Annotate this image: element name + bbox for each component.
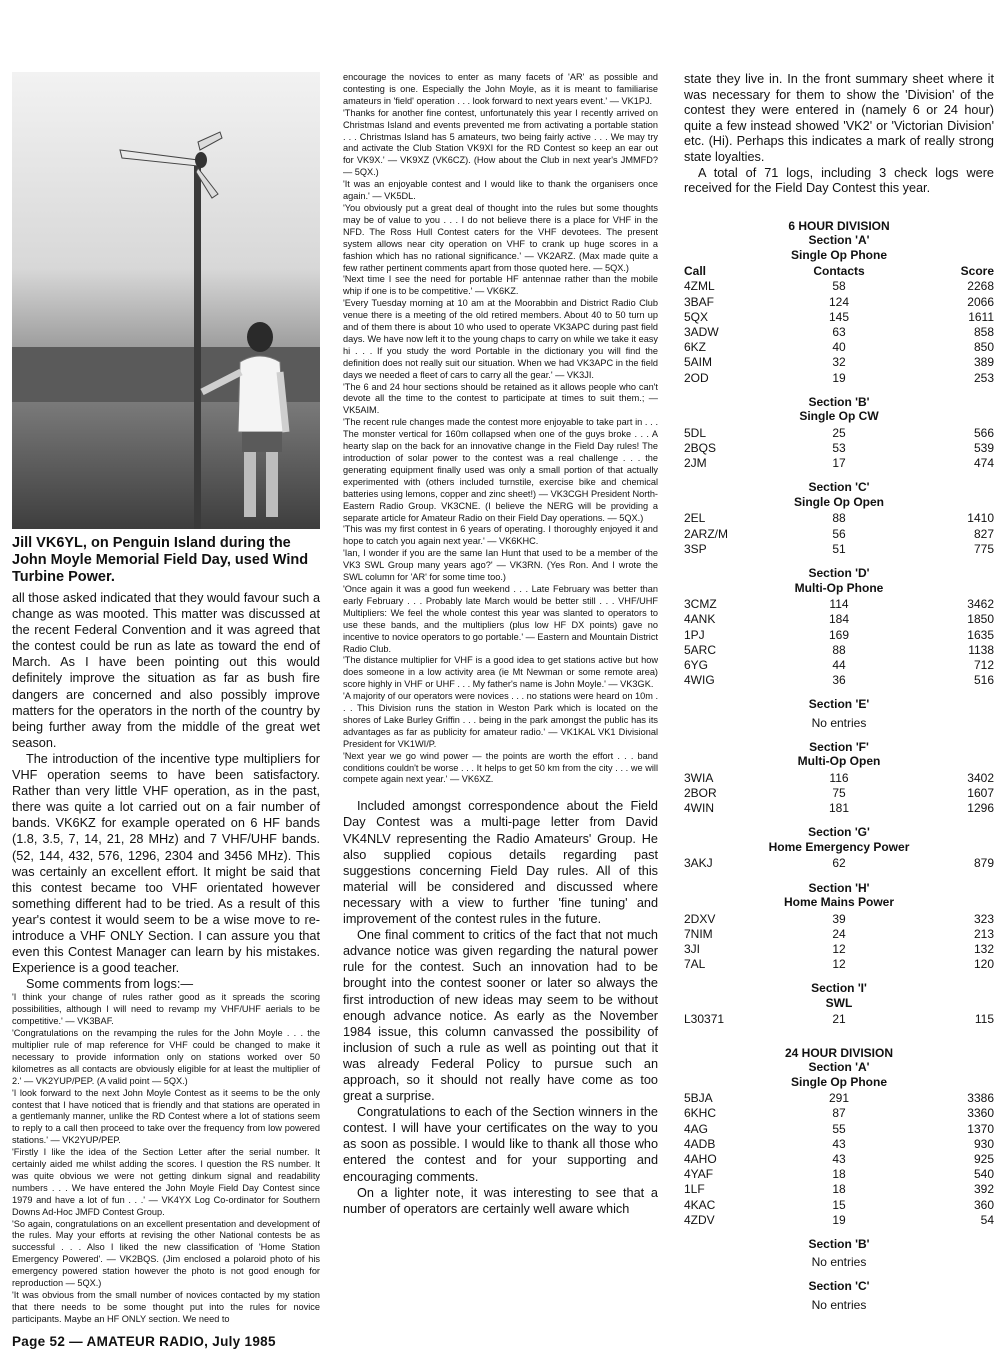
section-title: Section 'B' bbox=[808, 394, 870, 409]
cell-contacts: 15 bbox=[832, 1197, 846, 1212]
table-row bbox=[684, 927, 994, 942]
cell-call: 4YAF bbox=[684, 1167, 714, 1182]
section-title: Section 'D' bbox=[808, 566, 870, 581]
section-title: Section 'A' bbox=[808, 233, 870, 248]
section-title: Section 'F' bbox=[809, 739, 869, 754]
cell-score: 2268 bbox=[967, 279, 994, 294]
cell-contacts: 24 bbox=[832, 926, 846, 941]
cell-score: 930 bbox=[973, 1136, 994, 1151]
cell-score: 1607 bbox=[967, 786, 994, 801]
cell-score: 115 bbox=[974, 1012, 994, 1027]
cell-score: 566 bbox=[973, 425, 994, 440]
table-row bbox=[684, 628, 994, 643]
cell-score: 540 bbox=[973, 1167, 994, 1182]
log-comment: encourage the novices to enter as many facets of 'AR' as possible and contesting is one. Especially the John Moyle, as it is meant to familiarise amateurs in 'field' operation . . . look forward to next years event.' — VK1PJ. bbox=[343, 72, 658, 106]
cell-contacts: 62 bbox=[832, 856, 846, 871]
table-row bbox=[684, 612, 994, 627]
cell-call: 2BQS bbox=[684, 441, 717, 456]
cell-score: 253 bbox=[973, 370, 994, 385]
section-6-i bbox=[684, 981, 994, 1027]
photo-figure bbox=[12, 72, 320, 529]
log-comments-middle bbox=[343, 72, 658, 786]
cell-contacts: 40 bbox=[832, 340, 846, 355]
cell-call: 4AHO bbox=[684, 1151, 717, 1166]
paragraph: all those asked indicated that they would favour such a change as was mooted. This matter was discussed at the recent Federal Convention and it was agreed that the contest could be run as late as toward the end of March. As I have been pointing out this would definitely improve the situation as far as bush fire dangers are concerned and also possibly improve matters for the operators in the north of the country by being further away from the middle of the great wet season. bbox=[12, 591, 320, 750]
column-header-call: Call bbox=[684, 264, 707, 279]
log-comment: 'Every Tuesday morning at 10 am at the Moorabbin and District Radio Club venue there is a meeting of the old retired members. About 40 to 50 turn up and of them there is about 10 who used to operate VK3APC during past field days. We have now left it to the young chaps to carry on while we take it easy hi . . . If you study the word Portable in the dictionary you will find the definition does not really suit our situation. When we had VK3APC in the field days we needed a fleet of cars to carry all the gear.' — VK3JI. bbox=[343, 298, 658, 380]
section-subtitle: Multi-Op Open bbox=[797, 754, 881, 769]
cell-score: 474 bbox=[973, 456, 994, 471]
section-subtitle: Home Mains Power bbox=[783, 895, 895, 910]
log-comment: 'A majority of our operators were novices . . . no stations were heard on 10m . . . This Division runs the station in Weston Park which is located on the shores of Lake Burley Griffin . . . being in the park amongst the public has its advantages as far as publicity for amateur radio.' — VK1KAL VK1 Divisional President for VK1WI/P. bbox=[343, 691, 658, 749]
section-subtitle: Single Op CW bbox=[799, 409, 879, 424]
cell-call: 1LF bbox=[684, 1182, 705, 1197]
cell-call: 4AG bbox=[684, 1121, 709, 1136]
table-row bbox=[684, 801, 994, 816]
cell-contacts: 58 bbox=[832, 279, 846, 294]
results-table bbox=[684, 264, 994, 386]
paragraph: The introduction of the incentive type multipliers for VHF operation seems to have been satisfactory. Rather than very little VHF operation, as in the past, there was quite a lot carried out on a fair number of bands. VK6KZ for example operated on 6 HF bands (1.8, 3.5, 7, 14, 21, 28 MHz) and 7 VHF/UHF bands. (52, 144, 432, 576, 1296, 2304 and 3456 MHz). This was certainly an excellent effort. It might be said that this contest became too VHF orientated however something different had to be tried. As a result of this year's contest it would seem to be a wise move to re-introduce a VHF ONLY Section. I can assure you that even this Contest Manager can learn by his mistakes. Experience is a good teacher. bbox=[12, 751, 320, 976]
cell-contacts: 63 bbox=[832, 325, 846, 340]
table-row bbox=[684, 340, 994, 355]
section-subtitle: Multi-Op Phone bbox=[794, 580, 884, 595]
section-24-b bbox=[684, 1237, 994, 1271]
cell-contacts: 291 bbox=[828, 1091, 850, 1106]
cell-contacts: 124 bbox=[828, 294, 850, 309]
table-row bbox=[684, 1213, 994, 1228]
cell-score: 1296 bbox=[967, 801, 994, 816]
table-row bbox=[684, 1137, 994, 1152]
cell-call: 5ARC bbox=[684, 642, 717, 657]
cell-call: 4ZDV bbox=[684, 1212, 715, 1227]
section-title: Section 'I' bbox=[811, 981, 867, 996]
cell-contacts: 114 bbox=[829, 597, 849, 612]
cell-contacts: 44 bbox=[832, 657, 846, 672]
cell-contacts: 17 bbox=[832, 456, 846, 471]
results-intro bbox=[684, 72, 994, 197]
cell-score: 712 bbox=[973, 657, 994, 672]
cell-score: 1850 bbox=[967, 612, 994, 627]
cell-call: 2BOR bbox=[684, 786, 717, 801]
cell-score: 516 bbox=[973, 673, 994, 688]
section-6-h bbox=[684, 881, 994, 973]
cell-score: 1138 bbox=[968, 642, 994, 657]
cell-call: 2DXV bbox=[684, 911, 716, 926]
table-row bbox=[684, 441, 994, 456]
table-row bbox=[684, 426, 994, 441]
cell-call: 4ADB bbox=[684, 1136, 716, 1151]
results-table bbox=[684, 1012, 994, 1027]
table-row bbox=[684, 643, 994, 658]
paragraph: Congratulations to each of the Section winners in the contest. I will have your certificates on the way to you as soon as possible. I would like to thank all those who entered the contest and for your supporting and encouraging comments. bbox=[343, 1105, 658, 1184]
cell-score: 213 bbox=[973, 926, 994, 941]
cell-score: 858 bbox=[973, 325, 994, 340]
table-row bbox=[684, 1182, 994, 1197]
cell-call: 5BJA bbox=[684, 1091, 713, 1106]
cell-call: L30371 bbox=[684, 1012, 725, 1027]
column-right bbox=[684, 72, 994, 1313]
log-comment: 'Ian, I wonder if you are the same Ian Hunt that used to be a member of the VK3 SWL Group many years ago?' — VK3RN. (Yes Ron. And I wrote the SWL column for 'AR' for some time too.) bbox=[343, 548, 658, 583]
section-6-b bbox=[684, 395, 994, 472]
cell-call: 4ANK bbox=[684, 612, 716, 627]
cell-contacts: 55 bbox=[832, 1121, 846, 1136]
cell-call: 7AL bbox=[684, 957, 706, 972]
cell-score: 850 bbox=[973, 340, 994, 355]
section-title: Section 'E' bbox=[808, 697, 870, 712]
cell-call: 6KZ bbox=[684, 340, 707, 355]
table-row bbox=[684, 856, 994, 871]
log-comment: 'The recent rule changes made the contest more enjoyable to take part in . . . The monster vertical for 160m collapsed when one of the guys broke . . . A hearty slap on the back for an innovative change in the Field Day rules! The introduction of solar power to the contest was a real challenge . . . the generating equipment finally used was only a small portion of that actually experimented with (others included turnstile, exercise bike and chemical batteries using lemons, copper and zinc sheet!) — VK3CGH President North-Eastern Radio Group. VK3CNE. (I believe the NERG will be providing a separate article for Amateur Radio on their Field Day operations. — 5QX.) bbox=[343, 417, 658, 523]
cell-score: 827 bbox=[973, 526, 994, 541]
cell-score: 879 bbox=[973, 856, 994, 871]
cell-call: 3BAF bbox=[684, 294, 715, 309]
cell-call: 6YG bbox=[684, 657, 709, 672]
cell-score: 1370 bbox=[967, 1121, 994, 1136]
cell-contacts: 145 bbox=[828, 309, 850, 324]
table-row bbox=[684, 1091, 994, 1106]
cell-score: 3360 bbox=[967, 1106, 994, 1121]
paragraph: Some comments from logs:— bbox=[26, 977, 194, 992]
cell-score: 360 bbox=[973, 1197, 994, 1212]
cell-contacts: 21 bbox=[832, 1012, 846, 1027]
cell-score: 539 bbox=[973, 441, 994, 456]
section-subtitle: Single Op Phone bbox=[790, 247, 887, 262]
cell-contacts: 75 bbox=[832, 786, 846, 801]
photo-caption: Jill VK6YL, on Penguin Island during the John Moyle Memorial Field Day, used Wind Turbine Power. bbox=[12, 535, 309, 585]
section-title: Section 'C' bbox=[808, 1279, 870, 1294]
results-table bbox=[684, 426, 994, 472]
log-comment: 'You obviously put a great deal of thought into the rules but some thoughts may be of value to you . . . I do not believe there is a place for VHF in the NFD. The Ross Hull Contest caters for the VHF devotees. The present system allows near city operation on VHF to crank up huge scores in a fashion which has no rational significance.' — VK2ARZ. (Max made quite a few rather pertinent comments apart from those quoted here. — 5QX.) bbox=[343, 202, 658, 273]
paragraph: Included amongst correspondence about the Field Day Contest was a multi-page letter from David VK4NLV representing the Radio Amateurs' Group. He also supplied copious details regarding past suggestions concerning Field Day rules. All of this material will be considered and discussed where necessary with a view to further 'fine tuning' and improvement of the contest rules in the future. bbox=[343, 799, 658, 927]
log-comment: 'Thanks for another fine contest, unfortunately this year I recently arrived on Christmas Island and events prevented me from activating a portable station . . . Christmas Island has 5 amateurs, two being fairly active . . . We may try and activate the Club Station VK9XI for the RD Contest so keep an ear out for VK9X.' — VK9XZ (VK6CZ). (How about the Club in next year's JMMFD? — 5QX.) bbox=[343, 107, 658, 178]
cell-contacts: 43 bbox=[832, 1151, 846, 1166]
no-entries-label: No entries bbox=[811, 715, 867, 730]
cell-call: 2OD bbox=[684, 370, 709, 385]
paragraph: state they live in. In the front summary sheet where it was necessary for them to show the 'Division' of the contest they were entered in (namely 6 or 24 hour) quite a few instead showed 'VK2' or 'Victorian Division' etc. (Hi). Perhaps this indicates a mark of really strong state loyalties. bbox=[684, 72, 994, 164]
log-comment: 'So again, congratulations on an excellent presentation and development of the rules. May your efforts at revising the other National contests be as successful . . . Also I liked the new classification of 'Home Station Emergency Powered'. — VK2BQS. (Jim enclosed a polaroid photo of his emergency powered station however the photo is not good enough for reproduction — 5QX.) bbox=[12, 1218, 320, 1289]
table-row bbox=[684, 325, 994, 340]
log-comment: 'Next time I see the need for portable HF antennae rather than the mobile whip if one is to be competitive.' — VK6KZ. bbox=[343, 274, 658, 297]
cell-score: 3386 bbox=[967, 1091, 994, 1106]
cell-contacts: 36 bbox=[832, 673, 846, 688]
table-row bbox=[684, 673, 994, 688]
column-middle bbox=[343, 72, 658, 1217]
cell-call: 3SP bbox=[684, 541, 707, 556]
table-row bbox=[684, 771, 994, 786]
cell-contacts: 19 bbox=[832, 370, 846, 385]
cell-contacts: 88 bbox=[832, 511, 846, 526]
log-comment: 'Once again it was a good fun weekend . . . Late February was better than early February . . . Probably late March would be better still . . . VHF/UHF Multipliers: We feel the whole contest this year was slanted to operators to use these bands, and the multipliers (plus low HF DX points) gave no incentive to novice operators to go portable.' — Eastern and Mountain District Radio Club. bbox=[343, 583, 658, 654]
cell-contacts: 56 bbox=[832, 526, 846, 541]
cell-contacts: 12 bbox=[832, 957, 846, 972]
table-row bbox=[684, 912, 994, 927]
cell-call: 4WIN bbox=[684, 801, 714, 816]
cell-call: 3JI bbox=[684, 942, 701, 957]
log-comment: 'Firstly I like the idea of the Section Letter after the serial number. It certainly aided me whilst adding the scores. I question the RS number. It was quite obvious we were not getting dinkum signal and readability numbers . . . We have entered the John Moyle Field Day Contest since 1979 and have a lot of fun . . .' — VK4YX Log Co-ordinator for Southern Downs Ad-Hoc JMFD Contest Group. bbox=[12, 1147, 320, 1217]
table-row bbox=[684, 295, 994, 310]
column-header-contacts: Contacts bbox=[813, 264, 865, 279]
table-row bbox=[684, 786, 994, 801]
cell-call: 3WIA bbox=[684, 770, 714, 785]
cell-contacts: 25 bbox=[832, 425, 846, 440]
cell-score: 1410 bbox=[967, 511, 994, 526]
cell-contacts: 184 bbox=[828, 612, 850, 627]
log-comment: 'I look forward to the next John Moyle Contest as it seems to be the only contest that I have noticed that is friendly and that stations are operated in a gentlemanly manner, unlike the RD Contest where a lot of stations seem to reply to a call then proceed to take over the frequency from low powered stations.' — VK2YUP/PEP. bbox=[12, 1087, 320, 1146]
cell-contacts: 181 bbox=[828, 801, 850, 816]
section-title: Section 'B' bbox=[808, 1236, 870, 1251]
results-table bbox=[684, 1091, 994, 1228]
section-24-a bbox=[684, 1060, 994, 1228]
table-row bbox=[684, 957, 994, 972]
table-row bbox=[684, 942, 994, 957]
column-left bbox=[12, 72, 320, 1326]
section-subtitle: Single Op Phone bbox=[790, 1074, 887, 1089]
section-6-d bbox=[684, 566, 994, 688]
section-6-f bbox=[684, 740, 994, 817]
cell-call: 3ADW bbox=[684, 325, 719, 340]
cell-contacts: 43 bbox=[832, 1136, 846, 1151]
cell-call: 4WIG bbox=[684, 673, 715, 688]
cell-contacts: 88 bbox=[832, 642, 846, 657]
division-title-24-hour: 24 HOUR DIVISION bbox=[784, 1045, 894, 1060]
section-6-a bbox=[684, 233, 994, 386]
cell-call: 1PJ bbox=[684, 627, 705, 642]
photo-wind-turbine bbox=[12, 72, 320, 529]
cell-score: 925 bbox=[973, 1151, 994, 1166]
cell-score: 3402 bbox=[967, 770, 994, 785]
log-comment: 'Next year we go wind power — the points are worth the effort . . . band conditions couldn't be worse . . . It helps to get 50 km from the city . . . we will compete again next year.' — VK6XZ. bbox=[343, 750, 658, 785]
cell-contacts: 18 bbox=[832, 1167, 846, 1182]
table-row bbox=[684, 597, 994, 612]
log-comment: 'It was an enjoyable contest and I would like to thank the organisers once again.' — VK5DL. bbox=[343, 179, 658, 202]
cell-call: 2EL bbox=[684, 511, 706, 526]
section-title: Section 'H' bbox=[808, 880, 870, 895]
cell-contacts: 32 bbox=[832, 355, 846, 370]
cell-call: 3CMZ bbox=[684, 597, 717, 612]
paragraph: One final comment to critics of the fact that not much advance notice was given regarding the natural power rule for the contest. Such an innovation had to be brought into the contest sooner or later so always the first introduction of new ideas may seem to be without enough advance notice. As early as the November 1984 issue, this column canvassed the possibility of inclusion of such a rule as well as pointing out that it was already Federal Policy to pursue such an approach, so it should not really have come as too great a surprise. bbox=[343, 928, 658, 1104]
cell-score: 323 bbox=[973, 911, 994, 926]
results-table bbox=[684, 912, 994, 973]
section-subtitle: Single Op Open bbox=[793, 494, 884, 509]
column-left-text bbox=[12, 590, 320, 992]
cell-contacts: 87 bbox=[832, 1106, 846, 1121]
table-row bbox=[684, 1198, 994, 1213]
cell-score: 389 bbox=[973, 355, 994, 370]
cell-contacts: 51 bbox=[832, 541, 846, 556]
no-entries-label: No entries bbox=[811, 1297, 867, 1312]
results-table bbox=[684, 856, 994, 871]
cell-contacts: 19 bbox=[832, 1212, 846, 1227]
cell-score: 1635 bbox=[967, 627, 994, 642]
table-row bbox=[684, 1012, 994, 1027]
table-row bbox=[684, 371, 994, 386]
table-row bbox=[684, 310, 994, 325]
section-title: Section 'G' bbox=[808, 825, 870, 840]
cell-score: 775 bbox=[973, 541, 994, 556]
log-comment: 'The 6 and 24 hour sections should be retained as it allows people who can't devote all the time to the contest to participate at times to suit them.; — VK5AIM. bbox=[343, 381, 658, 416]
cell-contacts: 12 bbox=[832, 942, 846, 957]
cell-call: 3AKJ bbox=[684, 856, 713, 871]
table-row bbox=[684, 456, 994, 471]
section-title: Section 'A' bbox=[808, 1060, 870, 1075]
cell-score: 54 bbox=[980, 1212, 994, 1227]
section-title: Section 'C' bbox=[808, 480, 870, 495]
division-title-6-hour: 6 HOUR DIVISION bbox=[788, 218, 890, 233]
cell-call: 4ZML bbox=[684, 279, 715, 294]
cell-score: 3462 bbox=[967, 597, 994, 612]
table-row bbox=[684, 355, 994, 370]
cell-contacts: 39 bbox=[832, 911, 846, 926]
log-comments-left bbox=[12, 992, 320, 1325]
column-middle-text bbox=[343, 798, 658, 1216]
results-table bbox=[684, 597, 994, 688]
cell-call: 4KAC bbox=[684, 1197, 716, 1212]
cell-score: 120 bbox=[973, 957, 994, 972]
cell-score: 132 bbox=[973, 942, 994, 957]
cell-call: 5AIM bbox=[684, 355, 713, 370]
table-row bbox=[684, 1122, 994, 1137]
log-comment: 'It was obvious from the small number of novices contacted by my station that there needs to be some thought put into the rules for novice participants. Maybe an HF ONLY section. We need to bbox=[12, 1290, 320, 1324]
results-table bbox=[684, 771, 994, 817]
table-row bbox=[684, 658, 994, 673]
log-comment: 'I think your change of rules rather good as it spreads the scoring possibilities, although I will need to revamp my VHF/UHF aerials to be competitive.' — VK3BAF. bbox=[12, 992, 320, 1027]
cell-contacts: 18 bbox=[832, 1182, 846, 1197]
log-comment: 'Congratulations on the revamping the rules for the John Moyle . . . the multiplier rule of map reference for VHF could be changed to make it necessary to provide information only on stations worked over 50 kilometres as all contacts are obviously eligible for at least the multiplier of 2.' — VK2YUP/PEP. (A valid point — 5QX.) bbox=[12, 1028, 320, 1086]
results-table bbox=[684, 511, 994, 557]
cell-call: 2JM bbox=[684, 456, 707, 471]
cell-score: 392 bbox=[973, 1182, 994, 1197]
section-6-g bbox=[684, 825, 994, 871]
cell-call: 6KHC bbox=[684, 1106, 717, 1121]
section-6-c bbox=[684, 480, 994, 557]
log-comment: 'This was my first contest in 6 years of operating. I thoroughly enjoyed it and hope to catch you again next year.' — VK6KHC. bbox=[343, 524, 658, 547]
section-6-e bbox=[684, 697, 994, 731]
paragraph: A total of 71 logs, including 3 check logs were received for the Field Day Contest this year. bbox=[684, 165, 994, 196]
paragraph: On a lighter note, it was interesting to see that a number of operators are certainly well aware which bbox=[343, 1185, 658, 1216]
cell-call: 5DL bbox=[684, 425, 707, 440]
cell-score: 2066 bbox=[967, 294, 994, 309]
table-row bbox=[684, 527, 994, 542]
table-row bbox=[684, 1106, 994, 1121]
table-row bbox=[684, 542, 994, 557]
cell-call: 5QX bbox=[684, 309, 709, 324]
table-row bbox=[684, 511, 994, 526]
cell-call: 2ARZ/M bbox=[684, 526, 729, 541]
table-row bbox=[684, 279, 994, 294]
no-entries-label: No entries bbox=[811, 1255, 867, 1270]
section-subtitle: SWL bbox=[825, 995, 853, 1010]
page-footer: Page 52 — AMATEUR RADIO, July 1985 bbox=[12, 1334, 276, 1349]
cell-call: 7NIM bbox=[684, 926, 713, 941]
cell-contacts: 169 bbox=[828, 627, 850, 642]
cell-contacts: 53 bbox=[832, 441, 846, 456]
table-row bbox=[684, 1152, 994, 1167]
cell-score: 1611 bbox=[968, 309, 994, 324]
table-row bbox=[684, 1167, 994, 1182]
log-comment: 'The distance multiplier for VHF is a good idea to get stations active but how does someone in a low activity area (ie Mt Newman or some remote area) score highly in VHF or UHF . . . My father's name is John Moyle.' — VK3GK. bbox=[343, 655, 658, 690]
cell-contacts: 116 bbox=[829, 770, 849, 785]
column-header-score: Score bbox=[960, 264, 994, 279]
section-subtitle: Home Emergency Power bbox=[768, 839, 910, 854]
section-24-c bbox=[684, 1279, 994, 1313]
